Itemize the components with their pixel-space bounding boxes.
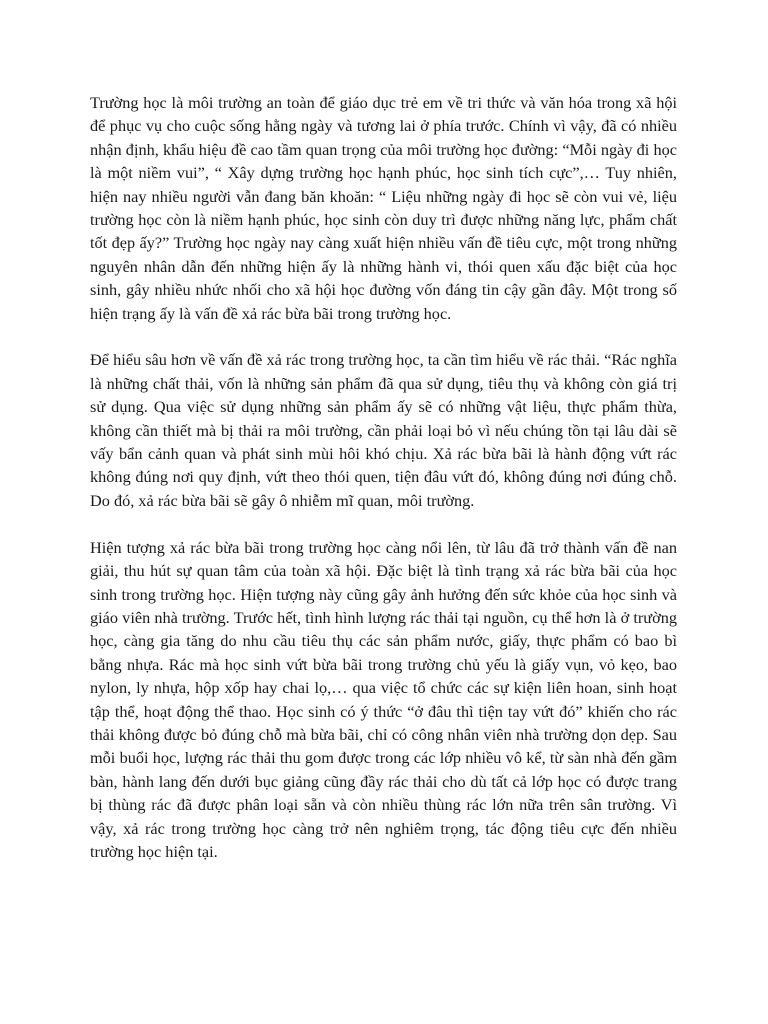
paragraph-introduction: Trường học là môi trường an toàn để giáo dục trẻ em về tri thức và văn hóa trong xã hội để phục vụ cho cuộc sống hằng ngày và tương lai ở phía trước. Chính vì vậy, đã có nhiều nhận định, khẩu hiệu đề cao tầm quan trọng của môi trường học đường: “Mỗi ngày đi học là một niềm vui”, “ Xây dựng trường học hạnh phúc, học sinh tích cực”,… Tuy nhiên, hiện nay nhiều người vẫn đang băn khoăn: “ Liệu những ngày đi học sẽ còn vui vẻ, liệu trường học còn là niềm hạnh phúc, học sinh còn duy trì được những năng lực, phẩm chất tốt đẹp ấy?” Trường học ngày nay càng xuất hiện nhiều vấn đề tiêu cực, một trong những nguyên nhân dẫn đến những hiện ấy là những hành vi, thói quen xấu đặc biệt của học sinh, gây nhiều nhức nhối cho xã hội học đường vốn đáng tin cậy gần đây. Một trong số hiện trạng ấy là vấn đề xả rác bừa bãi trong trường học. bbox=[90, 93, 677, 323]
paragraph-definition: Để hiểu sâu hơn về vấn đề xả rác trong trường học, ta cần tìm hiểu về rác thải. “Rác nghĩa là những chất thải, vốn là những sản phẩm đã qua sử dụng, tiêu thụ và không còn giá trị sử dụng. Qua việc sử dụng những sản phẩm ấy sẽ có những vật liệu, thực phẩm thừa, không cần thiết mà bị thải ra môi trường, cần phải loại bỏ vì nếu chúng tồn tại lâu dài sẽ vấy bẩn cảnh quan và phát sinh mùi hôi khó chịu. Xả rác bừa bãi là hành động vứt rác không đúng nơi quy định, vứt theo thói quen, tiện đâu vứt đó, không đúng nơi đúng chỗ. Do đó, xả rác bừa bãi sẽ gây ô nhiễm mĩ quan, môi trường. bbox=[90, 350, 677, 510]
document-page bbox=[90, 91, 677, 887]
paragraph-situation: Hiện tượng xả rác bừa bãi trong trường học càng nổi lên, từ lâu đã trở thành vấn đề nan giải, thu hút sự quan tâm của toàn xã hội. Đặc biệt là tình trạng xả rác bừa bãi của học sinh trong trường học. Hiện tượng này cũng gây ảnh hưởng đến sức khỏe của học sinh và giáo viên nhà trường. Trước hết, tình hình lượng rác thải tại nguồn, cụ thể hơn là ở trường học, càng gia tăng do nhu cầu tiêu thụ các sản phẩm nước, giấy, thực phẩm có bao bì bằng nhựa. Rác mà học sinh vứt bừa bãi trong trường chủ yếu là giấy vụn, vỏ kẹo, bao nylon, ly nhựa, hộp xốp hay chai lọ,… qua việc tổ chức các sự kiện liên hoan, sinh hoạt tập thể, hoạt động thể thao. Học sinh có ý thức “ở đâu thì tiện tay vứt đó” khiến cho rác thải không được bỏ đúng chỗ mà bừa bãi, chỉ có công nhân viên nhà trường dọn dẹp. Sau mỗi buổi học, lượng rác thải thu gom được trong các lớp nhiều vô kể, từ sàn nhà đến gầm bàn, hành lang đến dưới bục giảng cũng đầy rác thải cho dù tất cả lớp học có được trang bị thùng rác đã được phân loại sẵn và còn nhiều thùng rác lớn nữa trên sân trường. Vì vậy, xả rác trong trường học càng trở nên nghiêm trọng, tác động tiêu cực đến nhiều trường học hiện tại. bbox=[90, 537, 677, 861]
